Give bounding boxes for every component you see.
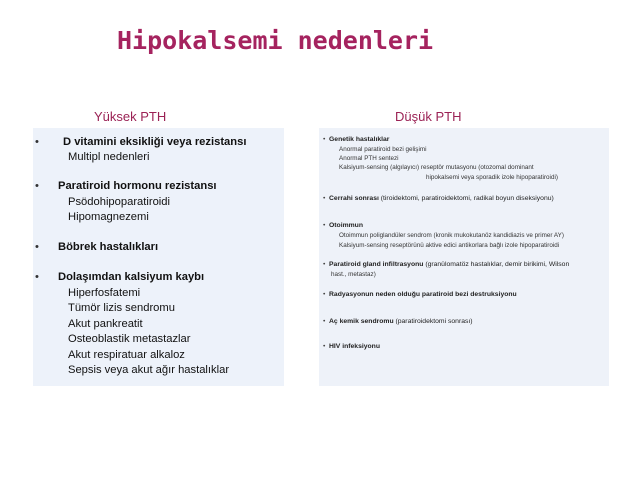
section-heading: Paratiroid hormonu rezistansı: [58, 180, 217, 192]
list-item: Osteoblastik metastazlar: [68, 333, 191, 345]
section-heading: Paratiroid gland infiltrasyonu: [329, 261, 424, 268]
section-note-continued: hast., metastaz): [331, 271, 376, 278]
list-item: Hipomagnezemi: [68, 211, 149, 223]
bullet-icon: •: [35, 241, 39, 253]
list-item: Multipl nedenleri: [68, 151, 150, 163]
section-heading: Radyasyonun neden olduğu paratiroid bezi destruksiyonu: [329, 291, 517, 298]
bullet-icon: •: [323, 195, 326, 202]
list-item: Akut pankreatit: [68, 318, 143, 330]
list-item: Otoimmun poliglandüler sendrom (kronik mukokutanöz kandidiazis ve primer AY): [339, 232, 564, 239]
bullet-icon: •: [323, 136, 326, 143]
bullet-icon: •: [35, 180, 39, 192]
section-heading: HIV infeksiyonu: [329, 343, 380, 350]
section-heading: Genetik hastalıklar: [329, 136, 390, 143]
section-note: (granülomatöz hastalıklar, demir birikimi, Wilson: [425, 261, 570, 268]
column-heading-high-pth: Yüksek PTH: [94, 109, 167, 124]
section-pth-resistance: [35, 180, 217, 192]
column-heading-low-pth: Düşük PTH: [395, 109, 462, 124]
list-item: Kalsiyum-sensing (algılayıcı) reseptör mutasyonu (otozomal dominant: [339, 164, 534, 171]
list-item: Psödohipoparatiroidi: [68, 196, 170, 208]
list-item: Kalsiyum-sensing reseptörünü aktive edici antikorlara bağlı izole hipoparatiroidi: [339, 242, 560, 249]
bullet-icon: •: [35, 271, 39, 283]
bullet-icon: •: [323, 318, 326, 325]
section-heading: Otoimmun: [329, 222, 363, 229]
low-pth-causes-box: [319, 128, 609, 386]
section-vitamin-d: [35, 136, 247, 148]
section-hiv: [323, 343, 380, 350]
section-calcium-loss: [35, 271, 205, 283]
section-heading: D vitamini eksikliği veya rezistansı: [63, 136, 247, 148]
section-hungry-bone: [323, 318, 473, 325]
list-item: Hiperfosfatemi: [68, 287, 141, 299]
section-heading: Böbrek hastalıkları: [58, 241, 159, 253]
section-radiation: [323, 291, 517, 298]
bullet-icon: •: [323, 261, 326, 268]
bullet-icon: •: [323, 291, 326, 298]
section-heading: Aç kemik sendromu: [329, 318, 394, 325]
list-item: Akut respiratuar alkaloz: [68, 349, 185, 361]
section-autoimmune: [323, 222, 363, 229]
section-note: (paratiroidektomi sonrası): [395, 318, 473, 325]
section-infiltration: [323, 261, 570, 268]
list-item: Anormal paratiroid bezi gelişimi: [339, 146, 427, 153]
bullet-icon: •: [323, 222, 326, 229]
bullet-icon: •: [35, 136, 39, 148]
section-heading: Cerrahi sonrası: [329, 195, 379, 202]
section-heading: Dolaşımdan kalsiyum kaybı: [58, 271, 205, 283]
list-item: Sepsis veya akut ağır hastalıklar: [68, 364, 230, 376]
bullet-icon: •: [323, 343, 326, 350]
section-note: (tiroidektomi, paratiroidektomi, radikal boyun diseksiyonu): [380, 195, 554, 202]
list-item: Tümör lizis sendromu: [68, 302, 175, 314]
section-kidney-disease: [35, 241, 159, 253]
high-pth-causes-box: [33, 128, 284, 386]
list-item: hipokalsemi veya sporadik izole hipoparatiroidi): [426, 174, 558, 181]
page-title: Hipokalsemi nedenleri: [117, 26, 434, 55]
section-surgery: [323, 195, 554, 202]
list-item: Anormal PTH sentezi: [339, 155, 399, 162]
section-genetic: [323, 136, 390, 143]
